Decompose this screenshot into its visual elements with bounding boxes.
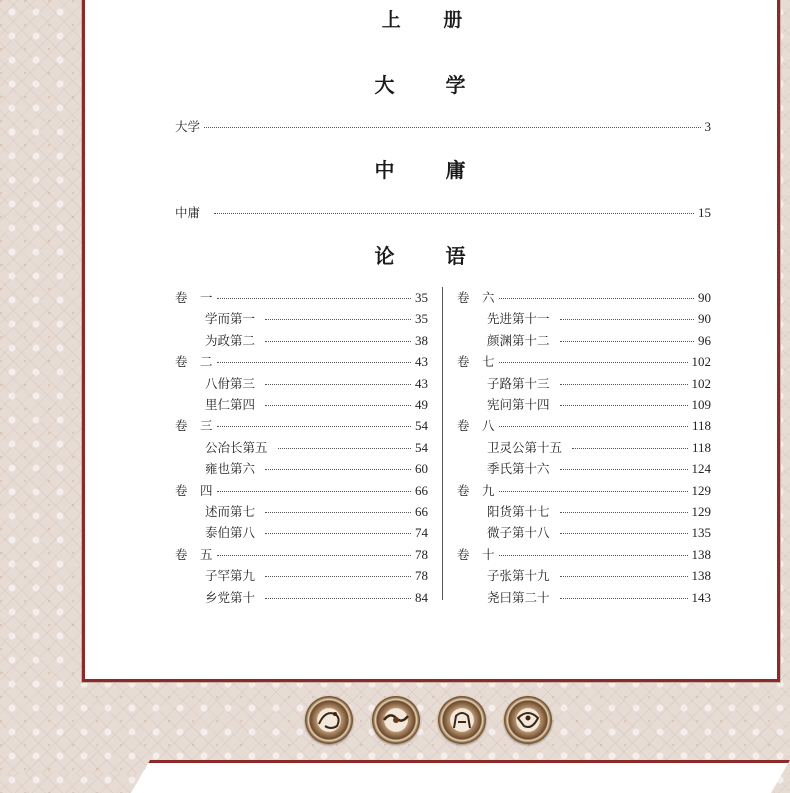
toc-entry-label: 公冶长第五 <box>205 439 268 455</box>
toc-entry-label: 泰伯第八 <box>205 525 256 541</box>
toc-entry[interactable] <box>205 438 428 456</box>
toc-entry-page: 38 <box>415 332 428 348</box>
toc-entry-page: 102 <box>691 375 711 391</box>
leader-dots <box>560 405 688 406</box>
toc-entry-label: 卷 七 <box>457 354 495 370</box>
toc-entry-label: 子路第十三 <box>487 375 550 391</box>
toc-entry[interactable] <box>457 288 711 306</box>
toc-entry-daxue[interactable] <box>175 117 711 135</box>
section-title-lunyu: 论 语 <box>374 244 488 268</box>
toc-entry[interactable] <box>487 438 711 456</box>
leader-dots <box>499 298 694 299</box>
leader-dots <box>217 426 411 427</box>
toc-entry-page: 49 <box>415 397 428 412</box>
column-divider <box>442 287 443 600</box>
toc-entry[interactable] <box>457 416 711 434</box>
toc-entry[interactable] <box>487 588 711 606</box>
qilin-medallion-icon <box>438 696 486 744</box>
toc-entry-label: 卷 一 <box>175 290 213 305</box>
toc-entry[interactable] <box>487 566 711 584</box>
toc-entry-page: 15 <box>698 205 711 220</box>
toc-entry-page: 96 <box>698 332 711 348</box>
toc-entry-label: 颜渊第十二 <box>487 332 550 348</box>
phoenix-medallion-icon <box>305 696 353 744</box>
toc-entry-label: 里仁第四 <box>205 397 256 412</box>
toc-entry[interactable] <box>175 416 428 434</box>
toc-entry-label: 卷 六 <box>457 290 495 305</box>
toc-entry-page: 35 <box>415 290 428 305</box>
toc-entry-page: 84 <box>415 589 428 605</box>
toc-entry-label: 季氏第十六 <box>487 461 550 477</box>
leader-dots <box>214 213 694 214</box>
toc-entry[interactable] <box>175 288 428 306</box>
leader-dots <box>217 555 411 556</box>
toc-entry-page: 129 <box>691 482 711 498</box>
toc-page <box>82 0 780 682</box>
toc-entry-page: 54 <box>415 439 428 455</box>
toc-entry-label: 尧曰第二十 <box>487 589 550 605</box>
toc-entry-page: 90 <box>698 290 711 305</box>
toc-entry[interactable] <box>205 566 428 584</box>
toc-entry[interactable] <box>457 481 711 499</box>
toc-entry[interactable] <box>205 459 428 477</box>
toc-entry-page: 78 <box>415 568 428 584</box>
toc-entry-label: 中庸 <box>175 205 201 220</box>
leader-dots <box>265 469 411 470</box>
toc-entry-page: 35 <box>415 311 428 327</box>
leader-dots <box>217 298 411 299</box>
leader-dots <box>265 341 411 342</box>
leader-dots <box>560 341 694 342</box>
toc-entry-label: 子罕第九 <box>205 568 256 584</box>
toc-entry-page: 60 <box>415 461 428 477</box>
toc-entry-page: 124 <box>691 461 711 477</box>
leader-dots <box>572 448 688 449</box>
toc-entry-label: 卷 五 <box>175 546 213 562</box>
toc-entry-page: 78 <box>415 546 428 562</box>
tiger-medallion-icon <box>504 696 552 744</box>
toc-entry[interactable] <box>487 523 711 541</box>
toc-entry-label: 卷 九 <box>457 482 495 498</box>
toc-entry-label: 学而第一 <box>205 311 256 327</box>
leader-dots <box>499 362 688 363</box>
toc-entry[interactable] <box>175 545 428 563</box>
toc-entry-page: 109 <box>691 397 711 412</box>
leader-dots <box>278 448 411 449</box>
toc-entry-label: 先进第十一 <box>487 311 550 327</box>
toc-entry-page: 66 <box>415 504 428 519</box>
dragon-medallion-icon <box>372 696 420 744</box>
leader-dots <box>265 319 411 320</box>
leader-dots <box>560 512 688 513</box>
leader-dots <box>217 491 411 492</box>
toc-entry[interactable] <box>205 374 428 392</box>
next-page-edge <box>131 760 790 793</box>
leader-dots <box>499 555 688 556</box>
toc-entry-label: 卫灵公第十五 <box>487 439 563 455</box>
toc-entry-label: 乡党第十 <box>205 589 256 605</box>
section-title-zhongyong: 中 庸 <box>374 158 488 182</box>
toc-entry-label: 子张第十九 <box>487 568 550 584</box>
toc-entry-label: 微子第十八 <box>487 525 550 541</box>
toc-entry-label: 卷 三 <box>175 418 213 434</box>
toc-entry-page: 74 <box>415 525 428 541</box>
section-title-daxue: 大 学 <box>374 73 488 97</box>
toc-entry[interactable] <box>487 309 711 327</box>
toc-entry[interactable] <box>175 352 428 370</box>
leader-dots <box>217 362 411 363</box>
toc-entry-label: 卷 二 <box>175 354 213 370</box>
leader-dots <box>560 384 688 385</box>
toc-entry[interactable] <box>205 588 428 606</box>
toc-entry-page: 138 <box>691 568 711 584</box>
toc-entry[interactable] <box>487 395 711 413</box>
toc-entry-label: 卷 十 <box>457 546 495 562</box>
toc-entry[interactable] <box>205 502 428 520</box>
toc-entry-page: 143 <box>691 589 711 605</box>
toc-entry-page: 118 <box>691 439 711 455</box>
leader-dots <box>265 598 411 599</box>
toc-entry-label: 为政第二 <box>205 332 256 348</box>
toc-entry-zhongyong[interactable] <box>175 203 711 221</box>
toc-entry-label: 大学 <box>175 119 201 134</box>
toc-entry[interactable] <box>487 374 711 392</box>
leader-dots <box>499 426 688 427</box>
toc-entry-page: 135 <box>691 525 711 541</box>
toc-entry[interactable] <box>487 502 711 520</box>
toc-entry-label: 八佾第三 <box>205 375 256 391</box>
toc-entry-label: 雍也第六 <box>205 461 256 477</box>
leader-dots <box>265 384 411 385</box>
toc-entry-page: 138 <box>691 546 711 562</box>
leader-dots <box>560 576 688 577</box>
toc-entry[interactable] <box>175 481 428 499</box>
leader-dots <box>265 512 411 513</box>
toc-entry[interactable] <box>487 331 711 349</box>
leader-dots <box>265 533 411 534</box>
toc-entry-label: 卷 四 <box>175 482 213 498</box>
toc-entry-label: 卷 八 <box>457 418 495 434</box>
leader-dots <box>204 127 700 128</box>
toc-entry[interactable] <box>205 309 428 327</box>
toc-entry[interactable] <box>487 459 711 477</box>
leader-dots <box>499 491 688 492</box>
leader-dots <box>560 319 694 320</box>
toc-entry-page: 43 <box>415 354 428 370</box>
toc-entry-page: 90 <box>698 311 711 327</box>
leader-dots <box>560 533 688 534</box>
toc-entry[interactable] <box>457 545 711 563</box>
toc-entry-page: 129 <box>691 504 711 519</box>
toc-entry[interactable] <box>205 331 428 349</box>
leader-dots <box>265 405 411 406</box>
volume-title: 上 册 <box>381 9 481 31</box>
toc-entry[interactable] <box>205 523 428 541</box>
toc-entry-label: 宪问第十四 <box>487 397 550 412</box>
toc-entry-page: 66 <box>415 482 428 498</box>
leader-dots <box>560 598 688 599</box>
leader-dots <box>560 469 688 470</box>
toc-entry-page: 3 <box>704 119 711 134</box>
toc-entry[interactable] <box>205 395 428 413</box>
toc-entry-label: 述而第七 <box>205 504 256 519</box>
toc-entry[interactable] <box>457 352 711 370</box>
toc-entry-page: 118 <box>691 418 711 434</box>
toc-entry-page: 43 <box>415 375 428 391</box>
toc-entry-page: 102 <box>691 354 711 370</box>
toc-entry-label: 阳货第十七 <box>487 504 550 519</box>
toc-entry-page: 54 <box>415 418 428 434</box>
leader-dots <box>265 576 411 577</box>
